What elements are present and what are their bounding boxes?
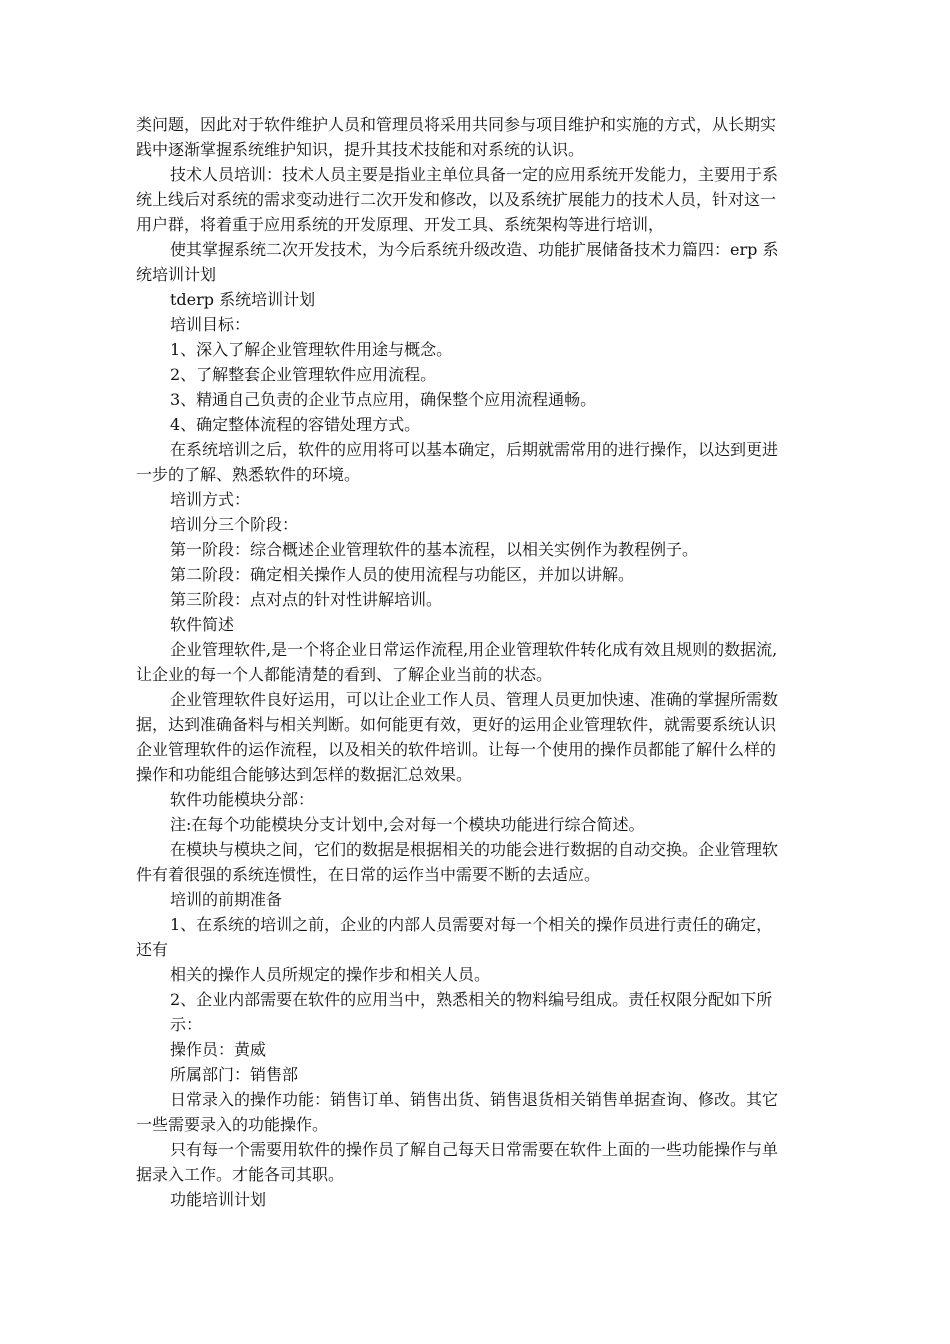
text-line: 企业管理软件良好运用，可以让企业工作人员、管理人员更加快速、准确的掌握所需数 bbox=[170, 690, 779, 709]
text-line: 类问题，因此对于软件维护人员和管理员将采用共同参与项目维护和实施的方式，从长期实 bbox=[136, 115, 777, 134]
text-line: 操作和功能组合能够达到怎样的数据汇总效果。 bbox=[136, 765, 473, 784]
text-line: 所属部门：销售部 bbox=[170, 1065, 299, 1084]
text-line: 据录入工作。才能各司其职。 bbox=[136, 1165, 345, 1184]
text-line: 注:在每个功能模块分支计划中,会对每一个模块功能进行综合简述。 bbox=[170, 815, 645, 834]
text-line: 软件功能模块分部： bbox=[170, 790, 315, 809]
text-line: 2、了解整套企业管理软件应用流程。 bbox=[170, 365, 437, 384]
text-line: 2、企业内部需要在软件的应用当中，熟悉相关的物料编号组成。责任权限分配如下所 bbox=[170, 990, 773, 1009]
text-line: 在系统培训之后，软件的应用将可以基本确定，后期就需常用的进行操作，以达到更进 bbox=[170, 440, 779, 459]
text-line: 用户群，将着重于应用系统的开发原理、开发工具、系统架构等进行培训， bbox=[136, 215, 665, 234]
text-line: tderp 系统培训计划 bbox=[170, 290, 316, 309]
text-line: 在模块与模块之间，它们的数据是根据相关的功能会进行数据的自动交换。企业管理软 bbox=[170, 840, 779, 859]
text-line: 一步的了解、熟悉软件的环境。 bbox=[136, 465, 361, 484]
text-line: 一些需要录入的功能操作。 bbox=[136, 1115, 329, 1134]
text-line: 4、确定整体流程的容错处理方式。 bbox=[170, 415, 421, 434]
text-line: 技术人员培训：技术人员主要是指业主单位具备一定的应用系统开发能力，主要用于系 bbox=[170, 165, 779, 184]
text-line: 3、精通自己负责的企业节点应用，确保整个应用流程通畅。 bbox=[170, 390, 597, 409]
text-line: 1、深入了解企业管理软件用途与概念。 bbox=[170, 340, 453, 359]
text-line: 统上线后对系统的需求变动进行二次开发和修改，以及系统扩展能力的技术人员，针对这一 bbox=[136, 190, 777, 209]
text-line: 践中逐渐掌握系统维护知识，提升其技术技能和对系统的认识。 bbox=[136, 140, 585, 159]
text-line: 使其掌握系统二次开发技术，为今后系统升级改造、功能扩展储备技术力篇四：erp 系 bbox=[170, 240, 779, 259]
text-line: 企业管理软件的运作流程，以及相关的软件培训。让每一个使用的操作员都能了解什么样的 bbox=[136, 740, 777, 759]
text-line: 培训的前期准备 bbox=[170, 890, 283, 909]
text-line: 相关的操作人员所规定的操作步和相关人员。 bbox=[170, 965, 491, 984]
text-line: 第三阶段：点对点的针对性讲解培训。 bbox=[170, 590, 443, 609]
text-line: 日常录入的操作功能：销售订单、销售出货、销售退货相关销售单据查询、修改。其它 bbox=[170, 1090, 779, 1109]
text-line: 只有每一个需要用软件的操作员了解自己每天日常需要在软件上面的一些功能操作与单 bbox=[170, 1140, 779, 1159]
text-line: 第二阶段：确定相关操作人员的使用流程与功能区，并加以讲解。 bbox=[170, 565, 635, 584]
text-line: 功能培训计划 bbox=[170, 1190, 267, 1209]
text-line: 统培训计划 bbox=[136, 265, 217, 284]
text-line: 培训目标： bbox=[170, 315, 251, 334]
text-line: 操作员：黄威 bbox=[170, 1040, 267, 1059]
text-line: 1、在系统的培训之前，企业的内部人员需要对每一个相关的操作员进行责任的确定， bbox=[170, 915, 773, 934]
text-line: 第一阶段：综合概述企业管理软件的基本流程，以相关实例作为教程例子。 bbox=[170, 540, 699, 559]
text-line: 还有 bbox=[136, 940, 169, 959]
text-line: 培训分三个阶段： bbox=[170, 515, 299, 534]
text-line: 软件简述 bbox=[170, 615, 235, 634]
text-line: 让企业的每一个人都能清楚的看到、了解企业当前的状态。 bbox=[136, 665, 553, 684]
text-line: 件有着很强的系统连惯性，在日常的运作当中需要不断的去适应。 bbox=[136, 865, 601, 884]
text-line: 企业管理软件,是一个将企业日常运作流程,用企业管理软件转化成有效且规则的数据流, bbox=[170, 640, 778, 659]
text-line: 培训方式： bbox=[170, 490, 251, 509]
text-line: 据，达到准确备料与相关判断。如何能更有效，更好的运用企业管理软件，就需要系统认识 bbox=[136, 715, 777, 734]
text-line: 示： bbox=[170, 1015, 203, 1034]
